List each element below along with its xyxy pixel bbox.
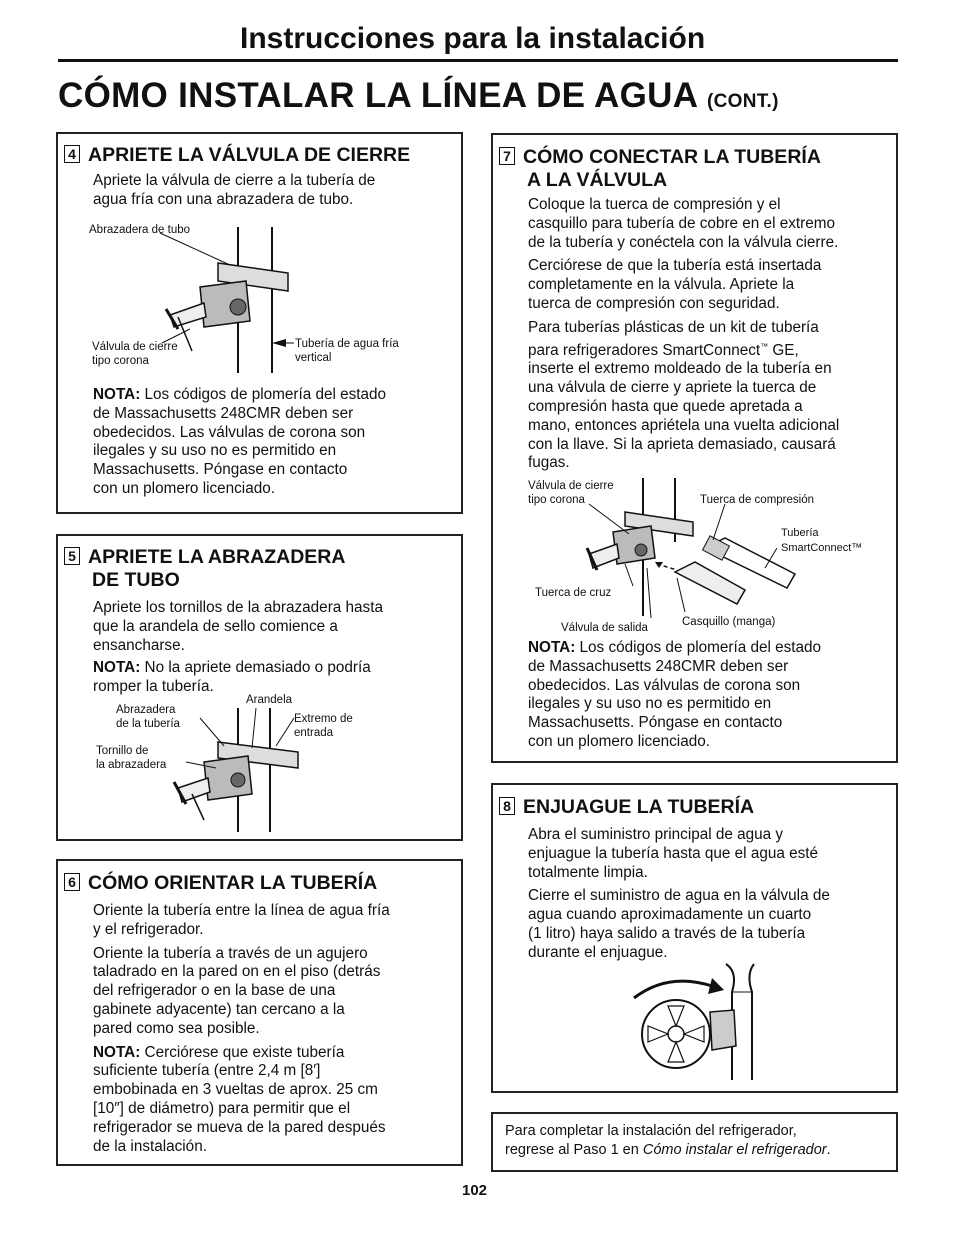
step7-note-line: obedecidos. Las válvulas de corona son: [528, 676, 801, 694]
step5-clamp-illustration: [170, 708, 310, 834]
step7-label-sleeve: Casquillo (manga): [682, 616, 776, 628]
step7-number: 7: [499, 147, 515, 165]
step7-connection-illustration: [585, 478, 805, 618]
step5-label-screw-l1: Tornillo de: [96, 745, 149, 757]
step7-text-line: de la tubería y conéctela con la válvula cierre.: [528, 233, 839, 251]
step7-label-valve-l1: Válvula de cierre: [528, 480, 614, 492]
step5-label-inlet-l1: Extremo de: [294, 713, 353, 725]
step4-valve-illustration: [160, 225, 300, 375]
note-label: NOTA:: [93, 659, 141, 677]
section-title-text: CÓMO INSTALAR LA LÍNEA DE AGUA: [58, 76, 697, 115]
step4-note-line: obedecidos. Las válvulas de corona son: [93, 423, 366, 441]
step7-text-line: Cerciórese de que la tubería está insertada: [528, 257, 822, 275]
header-title: Instrucciones para la instalación: [240, 22, 706, 55]
final-note-l2: [505, 1141, 831, 1160]
step7-note-line: Massachusetts. Póngase en contacto: [528, 714, 783, 732]
step5-label-screw: [96, 744, 166, 772]
step7-text-line: con la llave. Si la aprieta demasiado, causará: [528, 435, 836, 453]
step6-text: [93, 902, 390, 1156]
step5-note-l1: No la apriete demasiado o podría: [140, 659, 371, 677]
step7-label-tube-l2: SmartConnect™: [781, 542, 863, 554]
step5-label-clamp-l1: Abrazadera: [116, 704, 176, 716]
step6-text-line: del refrigerador o en la base de una: [93, 982, 336, 1000]
final-note-l2a: regrese al Paso 1 en: [505, 1142, 643, 1158]
step7-text-line: casquillo para tubería de cobre en el extremo: [528, 214, 835, 232]
note-label: NOTA:: [93, 1043, 141, 1061]
section-title: [58, 76, 779, 116]
step8-text-line: enjuague la tubería hasta que el agua esté: [528, 844, 819, 862]
step4-note-line: [93, 386, 386, 405]
step5-title: [64, 546, 345, 592]
step6-title: [64, 872, 377, 895]
step6-note-l1: Cerciórese que existe tubería: [140, 1043, 345, 1061]
step6-title-text: CÓMO ORIENTAR LA TUBERÍA: [88, 872, 378, 894]
step7-text-line: tuerca de compresión con seguridad.: [528, 294, 780, 312]
step7-title-l1: CÓMO CONECTAR LA TUBERÍA: [523, 146, 821, 168]
step7-text-line: [528, 338, 839, 361]
step4-note-line: con un plomero licenciado.: [93, 479, 275, 497]
step6-note-line: suficiente tubería (entre 2,4 m [8′]: [93, 1062, 321, 1080]
step5-label-screw-l2: la abrazadera: [96, 759, 167, 771]
step5-number: 5: [64, 547, 80, 565]
final-note-link-text: Cómo instalar el refrigerador: [642, 1142, 827, 1158]
step7-note-l1: Los códigos de plomería del estado: [575, 639, 822, 656]
step8-text-line: Cierre el suministro de agua en la válvula de: [528, 887, 830, 905]
step7-label-nut: Tuerca de compresión: [700, 494, 814, 506]
step5-label-inlet-l2: entrada: [294, 727, 334, 739]
trademark-mark: ™: [760, 341, 769, 351]
step7-label-tube-l1: Tubería: [781, 527, 819, 539]
step4-label-valve-l2: tipo corona: [92, 355, 149, 367]
note-label: NOTA:: [93, 386, 141, 403]
step5-label-clamp-l2: de la tubería: [116, 718, 180, 730]
step7-title-l2: A LA VÁLVULA: [527, 169, 668, 191]
step8-title-text: ENJUAGUE LA TUBERÍA: [523, 796, 755, 818]
final-note-l1: Para completar la instalación del refrigerador,: [505, 1123, 797, 1139]
step7-label-outlet: Válvula de salida: [561, 622, 648, 634]
step8-title: [499, 796, 754, 819]
step4-label-valve-l1: Válvula de cierre: [92, 341, 178, 353]
step4-label-pipe-l1: Tubería de agua fría: [295, 338, 399, 350]
step6-note-line: [10″] de diámetro) para permitir que el: [93, 1099, 351, 1117]
step6-note-line: embobinada en 3 vueltas de aprox. 25 cm: [93, 1081, 378, 1099]
step7-p3-l2b: GE,: [768, 341, 799, 359]
step8-text-line: durante el enjuague.: [528, 943, 668, 961]
step8-text-line: Abra el suministro principal de agua y: [528, 826, 784, 843]
step7-text-line: completamente en la válvula. Apriete la: [528, 276, 795, 294]
step5-title-l1: APRIETE LA ABRAZADERA: [88, 546, 346, 568]
step4-note: [93, 386, 386, 499]
step7-text-line: fugas.: [528, 454, 570, 472]
step6-text-line: gabinete adyacente) tan cercano a la: [93, 1000, 345, 1018]
step6-note-line: [93, 1044, 390, 1063]
step8-text-line: agua cuando aproximadamente un cuarto: [528, 906, 812, 924]
step6-number: 6: [64, 873, 80, 891]
step7-text-line: Para tuberías plásticas de un kit de tubería: [528, 318, 819, 336]
step4-note-line: ilegales y su uso no es permitido en: [93, 442, 337, 460]
section-cont: (CONT.): [707, 91, 779, 112]
step4-note-line: de Massachusetts 248CMR deben ser: [93, 404, 354, 422]
step5-title-l2: DE TUBO: [92, 569, 180, 591]
step4-title: [64, 144, 410, 167]
step4-label-clamp: Abrazadera de tubo: [89, 224, 191, 236]
step4-text-line: agua fría con una abrazadera de tubo.: [93, 190, 354, 208]
step4-text: [93, 172, 375, 210]
step6-text-line: Oriente la tubería a través de un agujero: [93, 944, 368, 962]
step7-note-line: de Massachusetts 248CMR deben ser: [528, 657, 789, 675]
step8-text: [528, 826, 830, 963]
step7-note-line: [528, 639, 821, 658]
step4-label-pipe: [295, 337, 399, 365]
step4-label-pipe-l2: vertical: [295, 352, 332, 364]
step7-text: [528, 196, 839, 473]
header-rule: [58, 59, 898, 62]
step7-text-line: Coloque la tuerca de compresión y el: [528, 196, 781, 213]
step4-number: 4: [64, 145, 80, 163]
step8-number: 8: [499, 797, 515, 815]
step7-note-line: ilegales y su uso no es permitido en: [528, 695, 772, 713]
final-note-text: [505, 1122, 831, 1160]
step7-label-cross: Tuerca de cruz: [535, 587, 612, 599]
step7-label-valve-l2: tipo corona: [528, 494, 585, 506]
step5-text-line: que la arandela de sello comience a: [93, 617, 338, 635]
step8-valve-handle-illustration: [628, 962, 768, 1084]
step6-note-line: refrigerador se mueva de la pared después: [93, 1118, 386, 1136]
step7-text-line: una válvula de cierre y apriete la tuerca de: [528, 379, 817, 397]
step6-text-line: y el refrigerador.: [93, 920, 204, 938]
step5-label-washer: Arandela: [246, 694, 293, 706]
step7-title: [499, 146, 821, 192]
step6-text-line: taladrado en la pared on en el piso (detrás: [93, 963, 381, 981]
step7-text-line: compresión hasta que quede apretada a: [528, 398, 803, 416]
page-number: 102: [462, 1182, 488, 1199]
step8-text-line: (1 litro) haya salido a través de la tubería: [528, 924, 806, 942]
step5-note-line: romper la tubería.: [93, 678, 214, 696]
step5-text-line: Apriete los tornillos de la abrazadera hasta: [93, 599, 383, 616]
step7-p3-l2a: para refrigeradores SmartConnect: [528, 341, 761, 359]
step5-text: [93, 599, 383, 697]
step4-text-line: Apriete la válvula de cierre a la tubería de: [93, 172, 376, 189]
step7-note-line: con un plomero licenciado.: [528, 732, 710, 750]
step8-text-line: totalmente limpia.: [528, 863, 648, 881]
step7-text-line: mano, entonces apriétela una vuelta adicional: [528, 416, 840, 434]
step4-note-l1: Los códigos de plomería del estado: [140, 386, 387, 403]
step4-title-text: APRIETE LA VÁLVULA DE CIERRE: [88, 144, 411, 166]
step4-note-line: Massachusetts. Póngase en contacto: [93, 461, 348, 479]
step7-note: [528, 639, 821, 752]
step6-note-line: de la instalación.: [93, 1137, 207, 1155]
step6-text-line: pared como sea posible.: [93, 1019, 260, 1037]
note-label: NOTA:: [528, 639, 576, 656]
final-note-box: [491, 1112, 898, 1172]
step5-text-line: ensancharse.: [93, 636, 185, 654]
step6-text-line: Oriente la tubería entre la línea de agua fría: [93, 902, 390, 919]
step5-note-line: [93, 659, 383, 678]
step7-text-line: inserte el extremo moldeado de la tubería en: [528, 360, 832, 378]
final-note-l2c: .: [826, 1142, 831, 1158]
